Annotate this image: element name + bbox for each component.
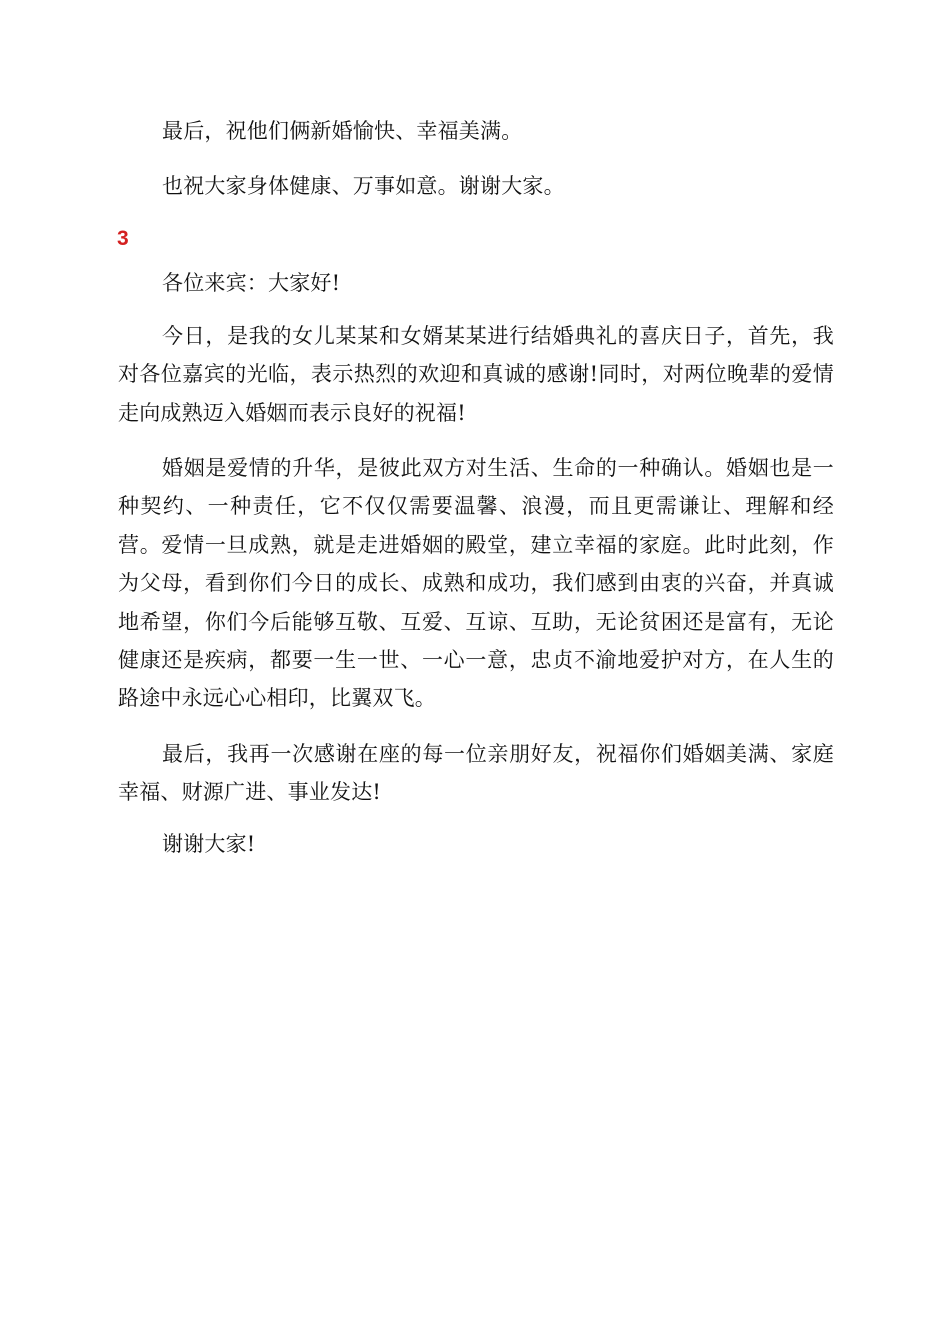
closing-wish-paragraph: 最后，祝他们俩新婚愉快、幸福美满。 bbox=[162, 119, 523, 143]
opening-paragraph: 今日，是我的女儿某某和女婿某某进行结婚典礼的喜庆日子，首先，我对各位嘉宾的光临，表示热烈的欢迎和真诚的感谢!同时，对两位晚辈的爱情走向成熟迈入婚姻而表示良好的祝福! bbox=[118, 324, 834, 425]
final-wishes-paragraph: 最后，我再一次感谢在座的每一位亲朋好友，祝福你们婚姻美满、家庭幸福、财源广进、事业发达! bbox=[118, 742, 834, 805]
closing-thanks-paragraph: 也祝大家身体健康、万事如意。谢谢大家。 bbox=[162, 174, 565, 198]
thank-you-paragraph: 谢谢大家! bbox=[162, 832, 256, 856]
marriage-paragraph: 婚姻是爱情的升华，是彼此双方对生活、生命的一种确认。婚姻也是一种契约、一种责任，它不仅仅需要温馨、浪漫，而且更需谦让、理解和经营。爱情一旦成熟，就是走进婚姻的殿堂，建立幸福的家庭。此时此刻，作为父母，看到你们今日的成长、成熟和成功，我们感到由衷的兴奋，并真诚地希望，你们今后能够互敬、互爱、互谅、互助，无论贫困还是富有，无论健康还是疾病，都要一生一世、一心一意，忠贞不渝地爱护对方，在人生的路途中永远心心相印，比翼双飞。 bbox=[118, 456, 834, 711]
greeting-paragraph: 各位来宾：大家好! bbox=[162, 271, 341, 295]
section-number: 3 bbox=[117, 227, 129, 250]
